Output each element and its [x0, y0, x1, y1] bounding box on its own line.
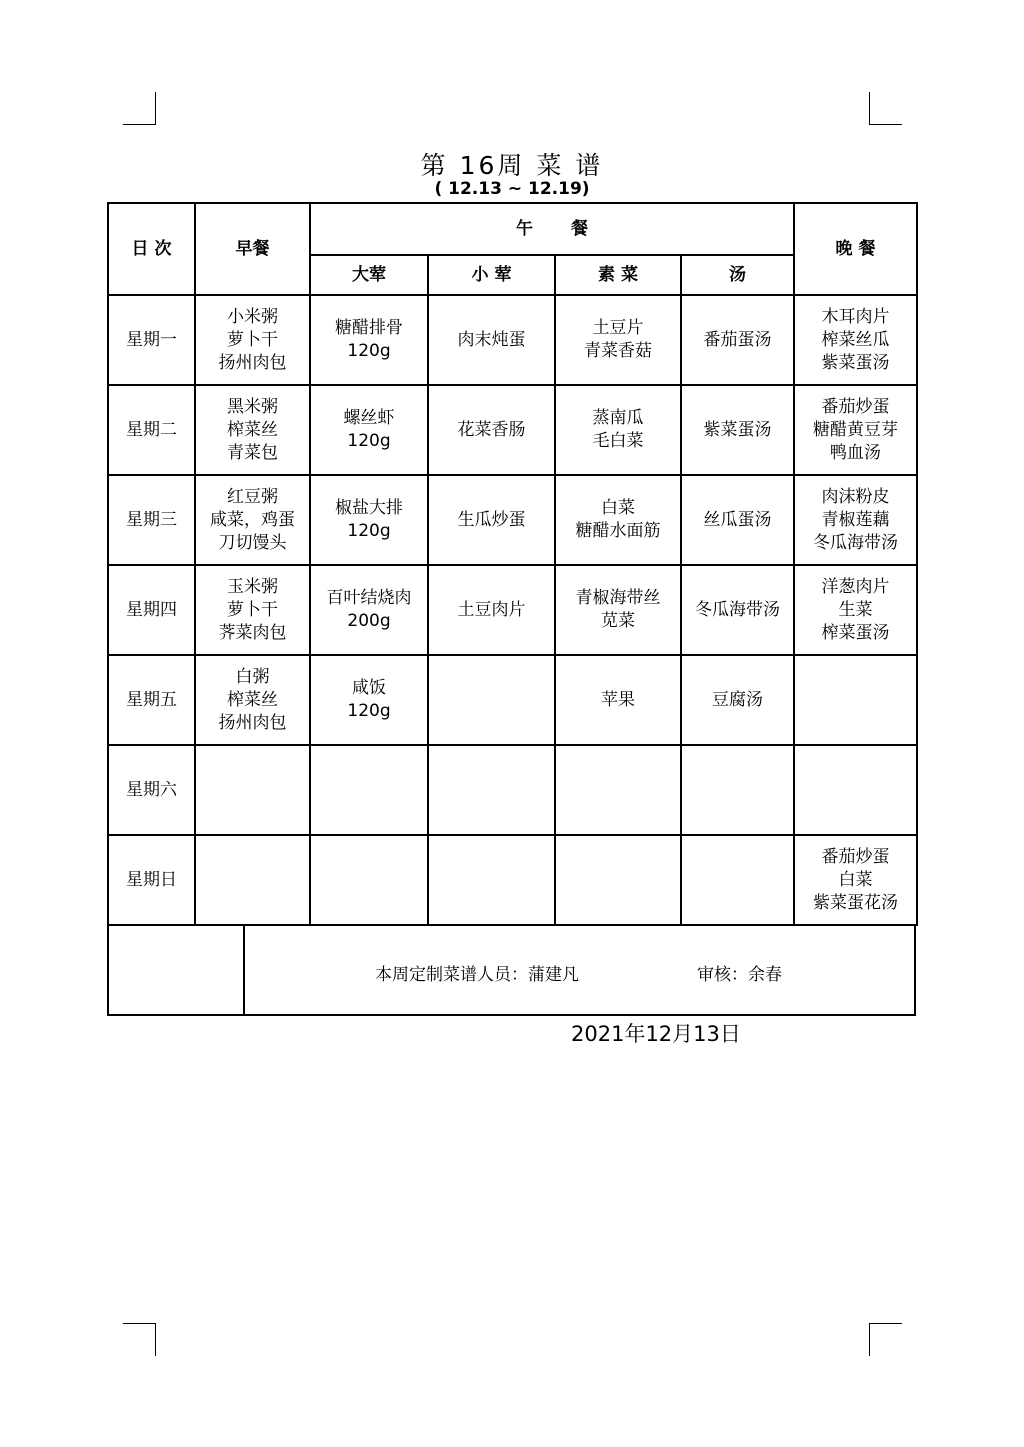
day-cell: 星期五 — [108, 655, 195, 745]
menu-row — [108, 655, 917, 745]
dish-item: 糖醋水面筋 — [575, 521, 661, 541]
soup-cell — [681, 835, 794, 925]
dish-item: 番茄炒蛋 — [821, 846, 890, 867]
dish-item: 糖醋黄豆芽 — [813, 419, 898, 440]
dinner-cell — [794, 655, 917, 745]
vegetable-cell — [555, 475, 681, 565]
dinner-cell — [794, 835, 917, 925]
dish-item: 200g — [347, 611, 391, 631]
dish-item: 丝瓜蛋汤 — [703, 509, 772, 530]
dish-item: 白粥 — [235, 666, 270, 687]
dish-item: 糖醋排骨 — [335, 318, 403, 338]
soup-cell — [681, 385, 794, 475]
dish-item: 玉米粥 — [227, 576, 278, 597]
dish-item: 土豆片 — [592, 318, 644, 338]
header-lunch: 午餐 — [310, 203, 794, 255]
header-day: 日 次 — [108, 203, 195, 295]
header-small-meat: 小 荤 — [428, 255, 555, 295]
vegetable-cell — [555, 295, 681, 385]
dish-item: 苋菜 — [601, 611, 635, 631]
small-meat-cell — [428, 385, 555, 475]
day-cell: 星期日 — [108, 835, 195, 925]
small-meat-cell — [428, 745, 555, 835]
dish-item: 萝卜干 — [227, 329, 278, 350]
crop-mark-bottom-left — [123, 1323, 156, 1356]
breakfast-cell — [195, 385, 310, 475]
dish-item: 椒盐大排 — [335, 498, 403, 518]
issue-date: 2021年12月13日 — [571, 1022, 741, 1046]
dish-item: 蒸南瓜 — [592, 408, 644, 428]
dish-item: 紫菜蛋花汤 — [813, 892, 898, 913]
big-meat-cell — [310, 295, 428, 385]
dish-item: 小米粥 — [227, 306, 278, 327]
dish-item: 冬瓜海带汤 — [695, 599, 780, 620]
dish-item: 120g — [347, 701, 391, 721]
dish-item: 番茄炒蛋 — [821, 396, 890, 417]
big-meat-cell — [310, 655, 428, 745]
dinner-cell — [794, 475, 917, 565]
menu-title: 第 16周 菜 谱 — [420, 151, 604, 180]
dish-item: 120g — [347, 431, 391, 451]
small-meat-cell — [428, 295, 555, 385]
dish-item: 萝卜干 — [227, 599, 278, 620]
dinner-cell — [794, 385, 917, 475]
header-soup: 汤 — [681, 255, 794, 295]
crop-mark-top-right — [869, 92, 902, 125]
menu-row — [108, 745, 917, 835]
day-cell: 星期一 — [108, 295, 195, 385]
dish-item: 生菜 — [838, 599, 873, 620]
menu-staff: 本周定制菜谱人员：蒲建凡 — [375, 965, 579, 985]
dish-item: 黑米粥 — [227, 396, 278, 417]
dish-item: 毛白菜 — [592, 431, 644, 451]
soup-cell — [681, 295, 794, 385]
dish-item: 青椒海带丝 — [575, 588, 661, 608]
dish-item: 120g — [347, 521, 391, 541]
menu-row — [108, 475, 917, 565]
dish-item: 土豆肉片 — [457, 599, 526, 620]
dish-item: 刀切馒头 — [218, 532, 287, 553]
dish-item: 紫菜蛋汤 — [703, 419, 772, 440]
dinner-cell — [794, 565, 917, 655]
day-cell: 星期三 — [108, 475, 195, 565]
small-meat-cell — [428, 565, 555, 655]
dish-item: 花菜香肠 — [457, 419, 526, 440]
breakfast-cell — [195, 745, 310, 835]
soup-cell — [681, 475, 794, 565]
day-cell: 星期六 — [108, 745, 195, 835]
dish-item: 白菜 — [838, 869, 873, 890]
small-meat-cell — [428, 835, 555, 925]
menu-reviewer: 审核：余春 — [697, 965, 782, 985]
menu-row — [108, 385, 917, 475]
dish-item: 肉沫粉皮 — [821, 486, 890, 507]
menu-row — [108, 295, 917, 385]
vegetable-cell — [555, 655, 681, 745]
big-meat-cell — [310, 835, 428, 925]
dish-item: 青菜包 — [227, 442, 278, 463]
small-meat-cell — [428, 655, 555, 745]
dish-item: 榨菜蛋汤 — [821, 622, 890, 643]
menu-table — [107, 202, 918, 926]
header-vegetable: 素 菜 — [555, 255, 681, 295]
crop-mark-bottom-right — [869, 1323, 902, 1356]
dish-item: 荠菜肉包 — [218, 622, 287, 643]
dish-item: 青椒莲藕 — [821, 509, 890, 530]
vegetable-cell — [555, 835, 681, 925]
big-meat-cell — [310, 475, 428, 565]
soup-cell — [681, 745, 794, 835]
dish-item: 榨菜丝 — [227, 689, 278, 710]
dish-item: 青菜香菇 — [584, 341, 652, 361]
dish-item: 鸭血汤 — [830, 442, 881, 463]
dish-item: 白菜 — [601, 498, 635, 518]
footer-box — [107, 926, 916, 1016]
day-cell: 星期四 — [108, 565, 195, 655]
dish-item: 豆腐汤 — [712, 689, 763, 710]
header-breakfast: 早餐 — [195, 203, 310, 295]
dish-item: 肉末炖蛋 — [457, 329, 526, 350]
dish-item: 螺丝虾 — [343, 408, 395, 428]
dish-item: 红豆粥 — [227, 486, 278, 507]
dish-item: 扬州肉包 — [218, 352, 287, 373]
crop-mark-top-left — [123, 92, 156, 125]
dish-item: 苹果 — [601, 689, 635, 710]
dinner-cell — [794, 745, 917, 835]
vegetable-cell — [555, 385, 681, 475]
dish-item: 榨菜丝 — [227, 419, 278, 440]
dish-item: 木耳肉片 — [821, 306, 890, 327]
date-range: ( 12.13 ~ 12.19) — [434, 179, 590, 199]
big-meat-cell — [310, 565, 428, 655]
big-meat-cell — [310, 385, 428, 475]
dish-item: 番茄蛋汤 — [703, 329, 772, 350]
dinner-cell — [794, 295, 917, 385]
breakfast-cell — [195, 295, 310, 385]
breakfast-cell — [195, 655, 310, 745]
dish-item: 咸饭 — [352, 678, 386, 698]
breakfast-cell — [195, 835, 310, 925]
big-meat-cell — [310, 745, 428, 835]
soup-cell — [681, 565, 794, 655]
dish-item: 紫菜蛋汤 — [821, 352, 890, 373]
footer-divider — [243, 926, 245, 1014]
small-meat-cell — [428, 475, 555, 565]
vegetable-cell — [555, 745, 681, 835]
soup-cell — [681, 655, 794, 745]
breakfast-cell — [195, 475, 310, 565]
dish-item: 百叶结烧肉 — [326, 588, 412, 608]
menu-row — [108, 835, 917, 925]
dish-item: 生瓜炒蛋 — [457, 509, 526, 530]
dish-item: 榨菜丝瓜 — [821, 329, 890, 350]
vegetable-cell — [555, 565, 681, 655]
dish-item: 洋葱肉片 — [821, 576, 890, 597]
dish-item: 咸菜，鸡蛋 — [210, 509, 295, 530]
dish-item: 冬瓜海带汤 — [813, 532, 898, 553]
day-cell: 星期二 — [108, 385, 195, 475]
header-big-meat: 大荤 — [310, 255, 428, 295]
breakfast-cell — [195, 565, 310, 655]
menu-row — [108, 565, 917, 655]
dish-item: 扬州肉包 — [218, 712, 287, 733]
header-dinner: 晚 餐 — [794, 203, 917, 295]
dish-item: 120g — [347, 341, 391, 361]
